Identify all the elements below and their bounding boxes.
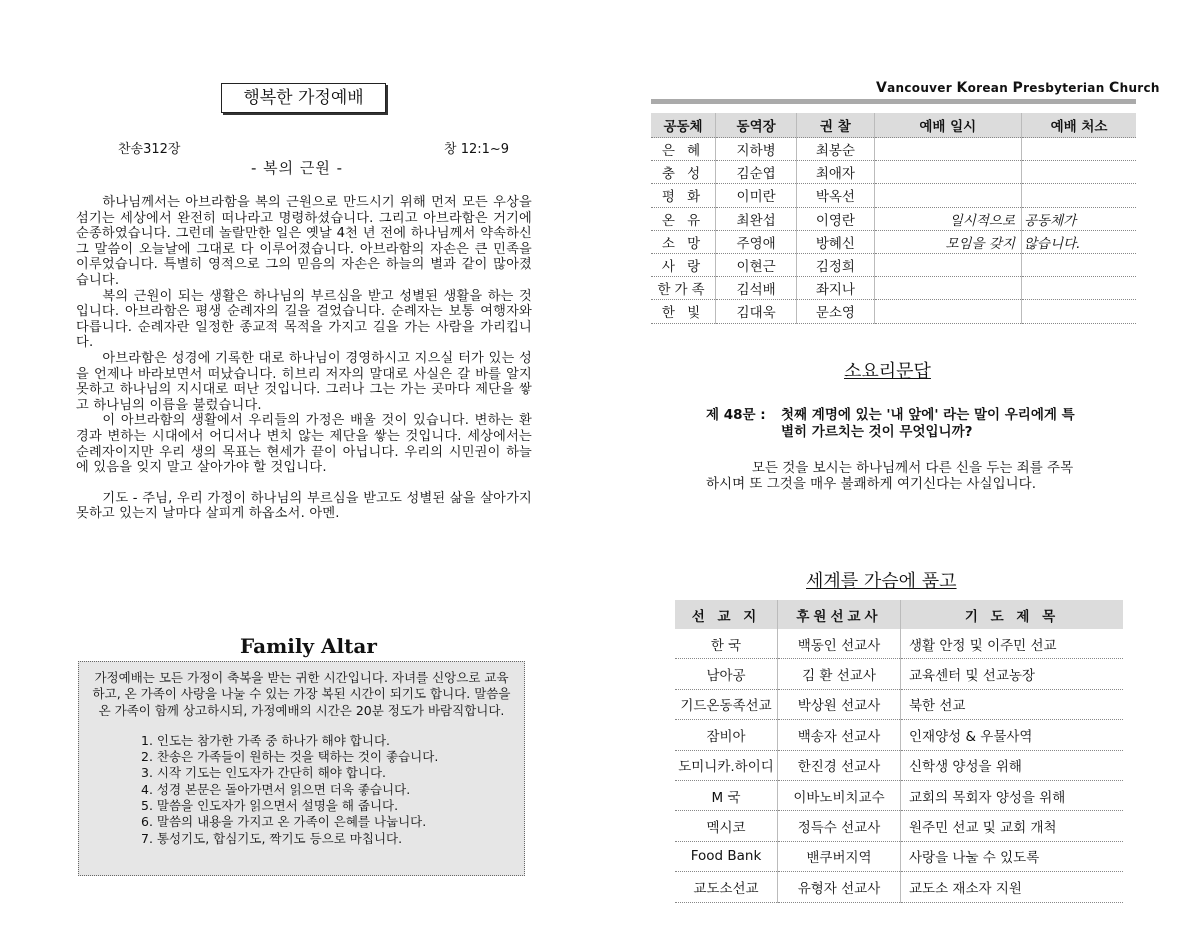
- elder-name: 방혜신: [797, 230, 874, 253]
- group-name: 평 화: [651, 184, 716, 207]
- elder-name: 최애자: [797, 161, 874, 184]
- list-item: 5. 말씀을 인도자가 읽으면서 설명을 해 줍니다.: [141, 798, 399, 814]
- prayer-topic: 교육센터 및 선교농장: [901, 659, 1124, 689]
- page-title: 행복한 가정예배: [221, 83, 386, 113]
- mission-region: 멕시코: [675, 811, 778, 841]
- mission-region: 기드온동족선교: [675, 689, 778, 719]
- leader-name: 최완섭: [716, 207, 797, 230]
- table-row: [675, 720, 1123, 750]
- list-item: 3. 시작 기도는 인도자가 간단히 해야 합니다.: [141, 765, 387, 781]
- group-name: 온 유: [651, 207, 716, 230]
- worship-place: [1022, 184, 1136, 207]
- prayer-topic: 인재양성 & 우물사역: [901, 720, 1124, 750]
- elder-name: 좌지나: [797, 277, 874, 300]
- worship-place: [1022, 161, 1136, 184]
- list-item: 1. 인도는 참가한 가족 중 하나가 해야 합니다.: [141, 732, 390, 748]
- missionary-name: 정득수 선교사: [778, 811, 901, 841]
- mission-region: M 국: [675, 780, 778, 810]
- group-name: 충 성: [651, 161, 716, 184]
- elder-name: 이영란: [797, 207, 874, 230]
- table-row: [675, 629, 1123, 659]
- missionary-name: 김 환 선교사: [778, 659, 901, 689]
- column-header: 권 찰: [797, 113, 874, 138]
- question-number: 제 48문 :: [706, 407, 766, 423]
- group-name: 한 빛: [651, 300, 716, 323]
- missionary-name: 밴쿠버지역: [778, 841, 901, 871]
- worship-place: [1022, 300, 1136, 323]
- column-header: 예배 일시: [874, 113, 1021, 138]
- column-header: 예배 처소: [1022, 113, 1136, 138]
- worship-place: [1022, 253, 1136, 276]
- sermon-paragraph: 이 아브라함의 생활에서 우리들의 가정은 배울 것이 있습니다. 변하는 환경과 변하는 시대에서 어디서나 변치 않는 제단을 쌓는 것입니다. 세상에서는 순례자이지만 우리 생의 목표는 현세가 끝이 아닙니다. 우리의 시민권이 하늘에 있음을 잊지 말고 살아가야 할 것입니다.: [76, 413, 532, 476]
- worship-time: [874, 138, 1021, 161]
- table-row: [651, 184, 1136, 207]
- mission-region: 한 국: [675, 629, 778, 659]
- leader-name: 김석배: [716, 277, 797, 300]
- table-row: [651, 300, 1136, 323]
- leader-name: 주영애: [716, 230, 797, 253]
- table-row: [675, 659, 1123, 689]
- leader-name: 김순엽: [716, 161, 797, 184]
- group-name: 은 혜: [651, 138, 716, 161]
- family-altar-title: Family Altar: [240, 634, 377, 658]
- elder-name: 김정희: [797, 253, 874, 276]
- missionary-name: 백송자 선교사: [778, 720, 901, 750]
- column-header: 공동체: [651, 113, 716, 138]
- missionary-name: 박상원 선교사: [778, 689, 901, 719]
- prayer-topic: 신학생 양성을 위해: [901, 750, 1124, 780]
- hymn-number: 찬송312장: [118, 142, 181, 157]
- mission-region: 교도소선교: [675, 872, 778, 902]
- worship-time: 모임을 갖지: [874, 230, 1021, 253]
- group-name: 한가족: [651, 277, 716, 300]
- closing-prayer: 기도 - 주님, 우리 가정이 하나님의 부르심을 받고도 성별된 삶을 살아가지 못하고 있는지 날마다 살피게 하옵소서. 아멘.: [76, 490, 532, 522]
- header-divider: [651, 99, 1136, 104]
- table-row: [675, 689, 1123, 719]
- worship-place: 않습니다.: [1022, 230, 1136, 253]
- worship-place: 공동체가: [1022, 207, 1136, 230]
- worship-time: 일시적으로: [874, 207, 1021, 230]
- catechism-answer: 모든 것을 보시는 하나님께서 다른 신을 두는 죄를 주목하시며 또 그것을 매우 불쾌하게 여기신다는 사실입니다.: [706, 460, 1074, 492]
- missionary-name: 유형자 선교사: [778, 872, 901, 902]
- sermon-paragraph: 하나님께서는 아브라함을 복의 근원으로 만드시기 위해 먼저 모든 우상을 섬기는 세상에서 완전히 떠나라고 명령하셨습니다. 그리고 아브라함은 거기에 순종하였습니다. 그런데 놀랄만한 일은 옛날 4천 년 전에 하나님께서 약속하신 그 말씀이 오늘날에 그대로 다 이루어졌습니다. 아브라함의 자손은 큰 민족을 이루었습니다. 특별히 영적으로 그의 믿음의 자손은 하늘의 별과 같이 많아졌습니다.: [76, 195, 532, 288]
- column-header: 기 도 제 목: [901, 600, 1124, 629]
- prayer-topic: 교회의 목회자 양성을 위해: [901, 780, 1124, 810]
- leader-name: 지하병: [716, 138, 797, 161]
- table-row: [675, 872, 1123, 902]
- leader-name: 김대욱: [716, 300, 797, 323]
- question-text: 첫째 계명에 있는 '내 앞에' 라는 말이 우리에게 특별히 가르치는 것이 무엇입니까?: [781, 407, 1075, 440]
- worship-place: [1022, 277, 1136, 300]
- missionary-name: 한진경 선교사: [778, 750, 901, 780]
- table-header-row: [651, 113, 1136, 138]
- worship-place: [1022, 138, 1136, 161]
- list-item: 2. 찬송은 가족들이 원하는 것을 택하는 것이 좋습니다.: [141, 749, 439, 765]
- family-altar-box: [78, 661, 525, 876]
- groups-table: [651, 113, 1136, 324]
- table-row: [651, 253, 1136, 276]
- mission-region: 남아공: [675, 659, 778, 689]
- scripture-reference: 창 12:1~9: [444, 142, 510, 157]
- leader-name: 이미란: [716, 184, 797, 207]
- worship-time: [874, 253, 1021, 276]
- table-row: [651, 138, 1136, 161]
- table-row: [651, 230, 1136, 253]
- column-header: 동역장: [716, 113, 797, 138]
- prayer-topic: 북한 선교: [901, 689, 1124, 719]
- family-altar-intro: 가정예배는 모든 가정이 축복을 받는 귀한 시간입니다. 자녀를 신앙으로 교육 하고, 온 가족이 사랑을 나눌 수 있는 가장 복된 시간이 되기도 합니다. 말씀을 온 가족이 함께 상고하시되, 가정예배의 시간은 20분 정도가 바람직합니다.: [92, 670, 511, 718]
- family-altar-rules: [89, 733, 514, 847]
- elder-name: 박옥선: [797, 184, 874, 207]
- table-row: [675, 750, 1123, 780]
- catechism-title: 소요리문답: [844, 361, 931, 382]
- list-item: 6. 말씀의 내용을 가지고 온 가족이 은혜를 나눕니다.: [141, 814, 427, 830]
- prayer-topic: 원주민 선교 및 교회 개척: [901, 811, 1124, 841]
- prayer-topic: 사랑을 나눌 수 있도록: [901, 841, 1124, 871]
- mission-table: [675, 600, 1123, 903]
- mission-region: 도미니카.하이디: [675, 750, 778, 780]
- table-row: [651, 161, 1136, 184]
- mission-title: 세계를 가슴에 품고: [806, 571, 957, 592]
- sermon-title: - 복의 근원 -: [251, 159, 344, 177]
- mission-region: Food Bank: [675, 841, 778, 871]
- elder-name: 문소영: [797, 300, 874, 323]
- worship-time: [874, 184, 1021, 207]
- leader-name: 이현근: [716, 253, 797, 276]
- table-row: [675, 811, 1123, 841]
- table-row: [675, 841, 1123, 871]
- group-name: 사 랑: [651, 253, 716, 276]
- prayer-topic: 생활 안정 및 이주민 선교: [901, 629, 1124, 659]
- table-row: [651, 207, 1136, 230]
- sermon-paragraph: 아브라함은 성경에 기록한 대로 하나님이 경영하시고 지으실 터가 있는 성을 언제나 바라보면서 떠났습니다. 히브리 저자의 말대로 사실은 갈 바를 알지 못하고 하나님의 지시대로 떠난 것입니다. 그러나 그는 가는 곳마다 제단을 쌓고 하나님의 이름을 불렀습니다.: [76, 350, 532, 413]
- column-header: 후원선교사: [778, 600, 901, 629]
- worship-time: [874, 161, 1021, 184]
- mission-region: 잠비아: [675, 720, 778, 750]
- list-item: 4. 성경 본문은 돌아가면서 읽으면 더욱 좋습니다.: [141, 781, 411, 797]
- group-name: 소 망: [651, 230, 716, 253]
- table-header-row: [675, 600, 1123, 629]
- worship-time: [874, 300, 1021, 323]
- worship-time: [874, 277, 1021, 300]
- column-header: 선 교 지: [675, 600, 778, 629]
- list-item: 7. 통성기도, 합심기도, 짝기도 등으로 마칩니다.: [141, 830, 403, 846]
- elder-name: 최봉순: [797, 138, 874, 161]
- church-name: Vancouver Korean Presbyterian Church: [876, 80, 1160, 96]
- prayer-topic: 교도소 재소자 지원: [901, 872, 1124, 902]
- catechism-question: [706, 407, 1086, 441]
- table-row: [675, 780, 1123, 810]
- sermon-body: [76, 195, 532, 522]
- missionary-name: 이바노비치교수: [778, 780, 901, 810]
- sermon-paragraph: 복의 근원이 되는 생활은 하나님의 부르심을 받고 성별된 생활을 하는 것입니다. 아브라함은 평생 순례자의 길을 걸었습니다. 순례자는 보통 여행자와 다릅니다. 순례자란 일정한 종교적 목적을 가지고 길을 가는 사람을 가리킵니다.: [76, 288, 532, 351]
- missionary-name: 백동인 선교사: [778, 629, 901, 659]
- table-row: [651, 277, 1136, 300]
